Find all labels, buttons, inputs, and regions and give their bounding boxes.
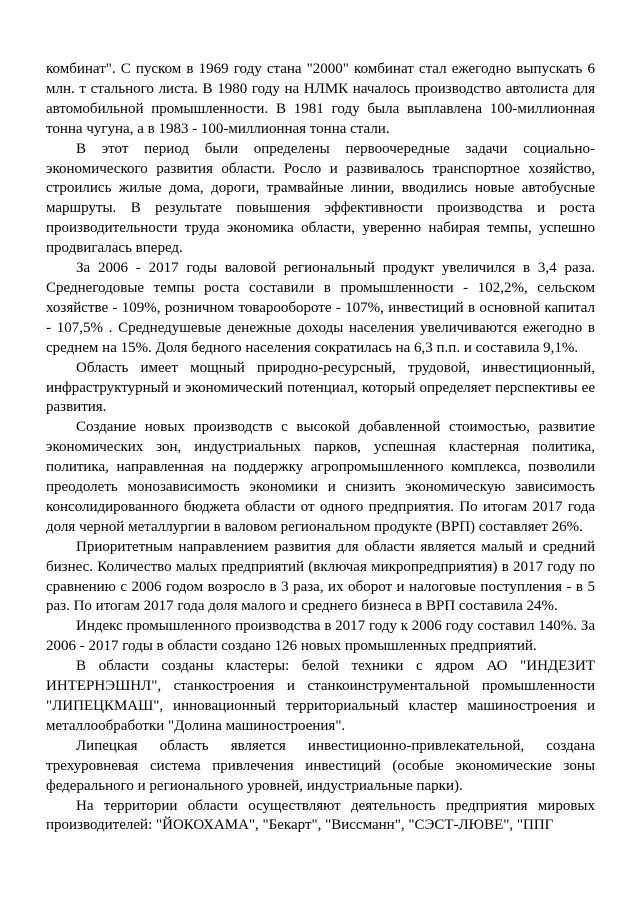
document-page: [46, 60, 595, 836]
paragraph-clusters: В области созданы кластеры: белой техники с ядром АО "ИНДЕЗИТ ИНТЕРНЭШНЛ", станкостроения и станкоинструментальной промышленности "ЛИПЕЦКМАШ", инновационный территориальный кластер машиностроения и металлообработки "Долина машиностроения".: [46, 658, 595, 734]
paragraph-grp-growth: За 2006 - 2017 годы валовой региональный продукт увеличился в 3,4 раза. Среднегодовые темпы роста составили в промышленности - 102,2%, сельском хозяйстве - 109%, розничном товарообороте - 107%, инвестиций в основной капитал - 107,5% . Среднедушевые денежные доходы населения увеличиваются ежегодно в среднем на 15%. Доля бедного населения сократилась на 6,3 п.п. и составила 9,1%.: [46, 260, 595, 356]
paragraph-investment: Липецкая область является инвестиционно-привлекательной, создана трехуровневая система привлечения инвестиций (особые экономические зоны федерального и регионального уровней, индустриальные парки).: [46, 737, 595, 794]
paragraph-industrial-index: Индекс промышленного производства в 2017 году к 2006 году составил 140%. За 2006 - 2017 годы в области создано 126 новых промышленных предприятий.: [46, 618, 595, 655]
paragraph-region-potential: Область имеет мощный природно-ресурсный, трудовой, инвестиционный, инфраструктурный и экономический потенциал, который определяет перспективы ее развития.: [46, 359, 595, 416]
paragraph-nlmk-history: комбинат". С пуском в 1969 году стана "2000" комбинат стал ежегодно выпускать 6 млн. т стального листа. В 1980 году на НЛМК началось производство автолиста для автомобильной промышленности. В 1981 году была выплавлена 100-миллионная тонна чугуна, а в 1983 - 100-миллионная тонна стали.: [46, 61, 595, 137]
paragraph-small-business: Приоритетным направлением развития для области является малый и средний бизнес. Количество малых предприятий (включая микропредприятия) в 2017 году по сравнению с 2006 годом возросло в 3 раза, их оборот и налоговые поступления - в 5 раз. По итогам 2017 года доля малого и среднего бизнеса в ВРП составила 24%.: [46, 538, 595, 615]
paragraph-new-production: Создание новых производств с высокой добавленной стоимостью, развитие экономических зон, индустриальных парков, успешная кластерная политика, политика, направленная на поддержку агропромышленного комплекса, позволили преодолеть монозависимость экономики и снизить экономическую зависимость консолидированного бюджета области от одного предприятия. По итогам 2017 года доля черной металлургии в валовом региональном продукте (ВРП) составляет 26%.: [46, 419, 595, 535]
paragraph-world-producers: На территории области осуществляют деятельность предприятия мировых производителей: "ЙОКОХАМА", "Бекарт", "Виссманн", "СЭСТ-ЛЮВЕ", "ППГ: [46, 797, 595, 834]
paragraph-socioeconomic-tasks: В этот период были определены первоочередные задачи социально-экономического развития области. Росло и развивалось транспортное хозяйство, строились жилые дома, дороги, трамвайные линии, вводились новые автобусные маршруты. В результате повышения эффективности производства и роста производительности труда экономика области, уверенно набирая темпы, успешно продвигалась вперед.: [46, 140, 595, 257]
